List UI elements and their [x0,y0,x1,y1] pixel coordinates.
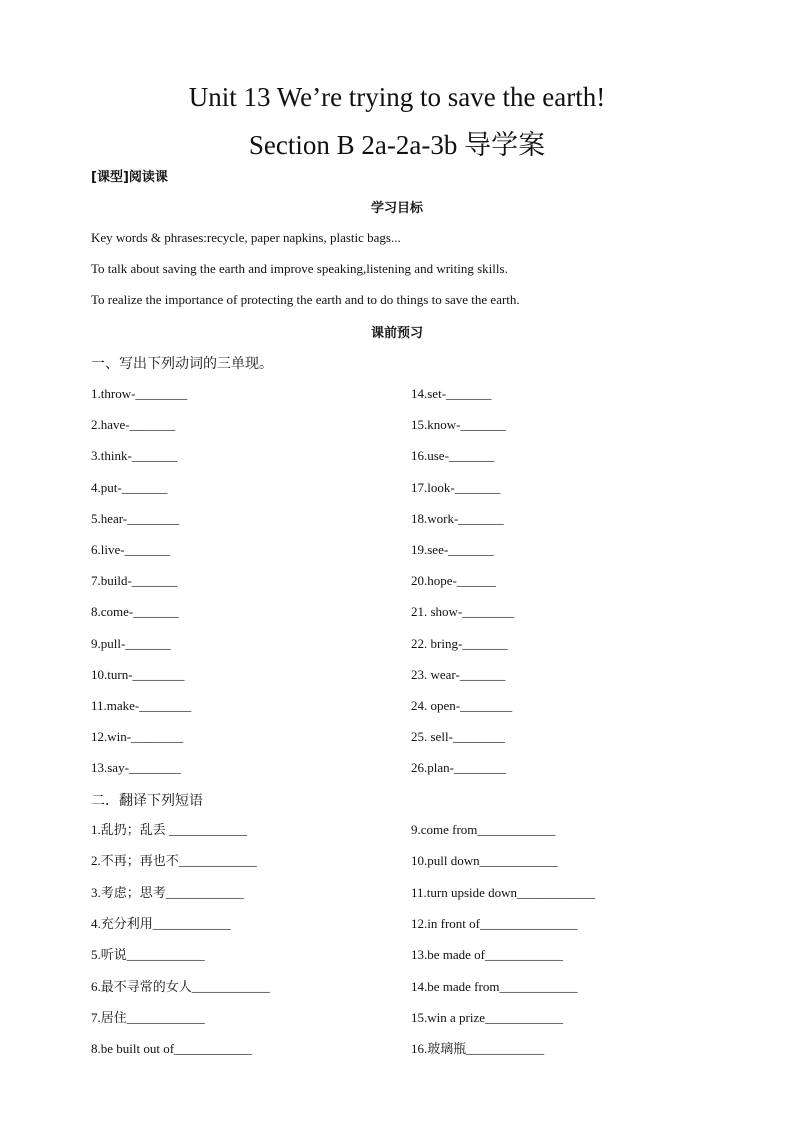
verb-item: 4.put-_______ [91,479,168,495]
objective-line: To realize the importance of protecting the earth and to do things to save the earth. [91,292,520,307]
verb-item: 16.use-_______ [411,448,495,464]
part2-title: 二．翻译下列短语 [91,793,203,809]
phrase-item: 15.win a prize____________ [411,1009,564,1025]
phrase-item: 2.不再；再也不____________ [91,853,257,869]
preview-heading: 课前预习 [370,326,423,341]
phrase-item: 10.pull down____________ [411,853,558,869]
verb-item: 7.build-_______ [91,573,178,589]
verb-item: 12.win-________ [91,729,184,745]
verb-item: 14.set-_______ [411,386,492,401]
verb-item: 15.know-_______ [411,417,506,433]
verb-item: 10.turn-________ [91,666,185,682]
verb-item: 17.look-_______ [411,479,501,495]
verb-item: 13.say-________ [91,760,181,776]
verb-item: 26.plan-________ [411,760,506,776]
phrase-item: 4.充分利用____________ [91,915,231,931]
phrase-item: 9.come from____________ [411,822,556,837]
objective-line: Key words & phrases:recycle, paper napkins, plastic bags... [91,230,401,245]
part1-title: 一、写出下列动词的三单现。 [91,356,273,372]
verb-item: 18.work-_______ [411,510,504,526]
phrase-item: 13.be made of____________ [411,947,564,963]
objective-line: To talk about saving the earth and improve speaking,listening and writing skills. [91,261,508,276]
verb-item: 11.make-________ [91,698,192,713]
verb-item: 25. sell-________ [411,729,505,745]
phrase-item: 3.考虑；思考____________ [91,884,244,900]
title-section: Section B 2a-2a-3b 导学案 [248,130,546,160]
phrase-item: 6.最不寻常的女人____________ [91,978,270,994]
phrase-item: 16.玻璃瓶____________ [411,1041,545,1057]
phrase-item: 11.turn upside down____________ [411,884,596,900]
verb-item: 22. bring-_______ [411,635,508,651]
verb-item: 5.hear-________ [91,510,180,526]
verb-item: 19.see-_______ [411,542,494,557]
phrase-item: 12.in front of_______________ [411,915,578,931]
verb-item: 6.live-_______ [91,542,171,557]
phrase-item: 7.居住____________ [91,1009,205,1025]
phrase-item: 5.听说____________ [91,947,205,963]
title-unit: Unit 13 We’re trying to save the earth! [188,82,606,112]
verb-item: 20.hope-______ [411,573,496,589]
verb-item: 3.think-_______ [91,448,178,464]
verb-item: 8.come-_______ [91,604,179,620]
verb-item: 24. open-________ [411,698,513,713]
phrase-item: 8.be built out of____________ [91,1041,253,1057]
phrase-item: 14.be made from____________ [411,978,578,994]
verb-item: 21. show-________ [411,604,515,620]
verb-item: 1.throw-________ [91,386,188,401]
verb-item: 9.pull-_______ [91,635,171,651]
objectives-heading: 学习目标 [370,201,423,216]
verb-item: 2.have-_______ [91,417,176,433]
lesson-type-label: [课型]阅读课 [91,170,168,185]
phrase-item: 1.乱扔；乱丢 ____________ [91,822,248,837]
verb-item: 23. wear-_______ [411,666,506,682]
